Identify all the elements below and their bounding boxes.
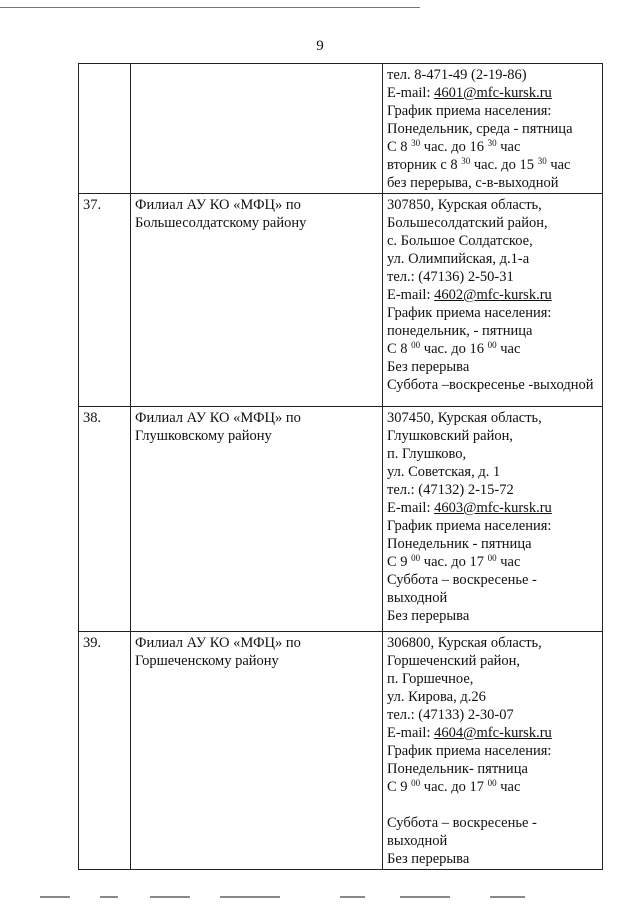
schedule-text: час. до 15 bbox=[470, 157, 538, 173]
detail-line: тел.: (47136) 2-50-31 bbox=[387, 269, 514, 285]
minutes-superscript: 00 bbox=[487, 553, 497, 563]
detail-line: ул. Олимпийская, д.1-а bbox=[387, 251, 530, 267]
minutes-superscript: 30 bbox=[537, 156, 547, 166]
detail-line: График приема населения: bbox=[387, 518, 552, 534]
minutes-superscript: 30 bbox=[411, 138, 421, 148]
branch-name-line: Глушковскому району bbox=[135, 428, 272, 444]
minutes-superscript: 30 bbox=[461, 156, 471, 166]
detail-line: выходной bbox=[387, 590, 448, 606]
detail-line: Суббота – воскресенье - bbox=[387, 815, 537, 831]
branch-name-cell bbox=[131, 632, 383, 870]
detail-line: Без перерыва bbox=[387, 608, 470, 624]
minutes-superscript: 30 bbox=[487, 138, 497, 148]
schedule-text: час bbox=[496, 341, 521, 357]
detail-line: тел. 8-471-49 (2-19-86) bbox=[387, 67, 527, 83]
schedule-text: час. до 16 bbox=[420, 139, 488, 155]
detail-line: Большесолдатский район, bbox=[387, 215, 548, 231]
detail-line: Горшеченский район, bbox=[387, 653, 521, 669]
table-row-continuation bbox=[79, 64, 603, 194]
email-link[interactable]: 4604@mfc-kursk.ru bbox=[434, 725, 552, 741]
branch-name-line: Филиал АУ КО «МФЦ» по bbox=[135, 410, 301, 426]
branch-name-line: Филиал АУ КО «МФЦ» по bbox=[135, 197, 301, 213]
detail-line: График приема населения: bbox=[387, 743, 552, 759]
email-link[interactable]: 4603@mfc-kursk.ru bbox=[434, 500, 552, 516]
email-line bbox=[387, 499, 598, 517]
branch-name-line: Большесолдатскому району bbox=[135, 215, 307, 231]
email-line bbox=[387, 724, 598, 742]
branch-name-line: Филиал АУ КО «МФЦ» по bbox=[135, 635, 301, 651]
email-line bbox=[387, 286, 598, 304]
detail-line: Без перерыва bbox=[387, 851, 470, 867]
detail-line: выходной bbox=[387, 833, 448, 849]
detail-line: Суббота – воскресенье - bbox=[387, 572, 537, 588]
minutes-superscript: 00 bbox=[411, 553, 421, 563]
branch-name-cell bbox=[131, 64, 383, 194]
detail-line: п. Горшечное, bbox=[387, 671, 474, 687]
email-link[interactable]: 4601@mfc-kursk.ru bbox=[434, 85, 552, 101]
schedule-text: час bbox=[496, 779, 521, 795]
detail-line: График приема населения: bbox=[387, 103, 552, 119]
schedule-hours-line bbox=[387, 138, 598, 156]
detail-line: 307450, Курская область, bbox=[387, 410, 542, 426]
table-row bbox=[79, 407, 603, 632]
email-link[interactable]: 4602@mfc-kursk.ru bbox=[434, 287, 552, 303]
detail-line: Понедельник- пятница bbox=[387, 761, 528, 777]
row-number-cell bbox=[79, 64, 131, 194]
detail-line: ул. Советская, д. 1 bbox=[387, 464, 501, 480]
blank-line bbox=[387, 796, 598, 814]
email-prefix: E-mail: bbox=[387, 287, 435, 303]
schedule-text: вторник с 8 bbox=[387, 157, 462, 173]
schedule-text: час. до 17 bbox=[420, 554, 488, 570]
row-number-cell: 37. bbox=[79, 194, 131, 407]
detail-line: Понедельник, среда - пятница bbox=[387, 121, 573, 137]
email-prefix: E-mail: bbox=[387, 500, 435, 516]
branch-details-cell bbox=[383, 632, 603, 870]
minutes-superscript: 00 bbox=[487, 778, 497, 788]
branch-name-cell bbox=[131, 407, 383, 632]
branch-details-cell bbox=[383, 407, 603, 632]
detail-line: 306800, Курская область, bbox=[387, 635, 542, 651]
schedule-text: С 9 bbox=[387, 779, 412, 795]
detail-line: без перерыва, с-в-выходной bbox=[387, 175, 559, 191]
branch-details-cell bbox=[383, 194, 603, 407]
page-number: 9 bbox=[316, 38, 324, 54]
detail-line: с. Большое Солдатское, bbox=[387, 233, 533, 249]
schedule-text: час bbox=[496, 554, 521, 570]
detail-line: Суббота –воскресенье -выходной bbox=[387, 377, 594, 393]
mfc-branches-table bbox=[78, 63, 603, 870]
minutes-superscript: 00 bbox=[487, 340, 497, 350]
schedule-text: С 9 bbox=[387, 554, 412, 570]
schedule-text: С 8 bbox=[387, 139, 412, 155]
row-number-cell: 38. bbox=[79, 407, 131, 632]
table-row bbox=[79, 194, 603, 407]
scan-artifact-line bbox=[40, 896, 560, 899]
branch-name-line: Горшеченскому району bbox=[135, 653, 279, 669]
email-line bbox=[387, 84, 598, 102]
detail-line: 307850, Курская область, bbox=[387, 197, 542, 213]
minutes-superscript: 00 bbox=[411, 340, 421, 350]
table-row bbox=[79, 632, 603, 870]
email-prefix: E-mail: bbox=[387, 725, 435, 741]
schedule-text: С 8 bbox=[387, 341, 412, 357]
detail-line: тел.: (47133) 2-30-07 bbox=[387, 707, 514, 723]
schedule-text: час bbox=[546, 157, 571, 173]
schedule-hours-line bbox=[387, 340, 598, 358]
detail-line: тел.: (47132) 2-15-72 bbox=[387, 482, 514, 498]
schedule-hours-line bbox=[387, 156, 598, 174]
detail-line: понедельник, - пятница bbox=[387, 323, 533, 339]
minutes-superscript: 00 bbox=[411, 778, 421, 788]
schedule-hours-line bbox=[387, 553, 598, 571]
branch-name-cell bbox=[131, 194, 383, 407]
schedule-hours-line bbox=[387, 778, 598, 796]
schedule-text: час. до 16 bbox=[420, 341, 488, 357]
detail-line: ул. Кирова, д.26 bbox=[387, 689, 486, 705]
detail-line: Без перерыва bbox=[387, 359, 470, 375]
row-number-cell: 39. bbox=[79, 632, 131, 870]
detail-line: п. Глушково, bbox=[387, 446, 467, 462]
schedule-text: час. до 17 bbox=[420, 779, 488, 795]
schedule-text: час bbox=[496, 139, 521, 155]
branch-details-cell bbox=[383, 64, 603, 194]
detail-line: Понедельник - пятница bbox=[387, 536, 532, 552]
email-prefix: E-mail: bbox=[387, 85, 435, 101]
top-rule bbox=[0, 7, 420, 8]
detail-line: График приема населения: bbox=[387, 305, 552, 321]
detail-line: Глушковский район, bbox=[387, 428, 513, 444]
